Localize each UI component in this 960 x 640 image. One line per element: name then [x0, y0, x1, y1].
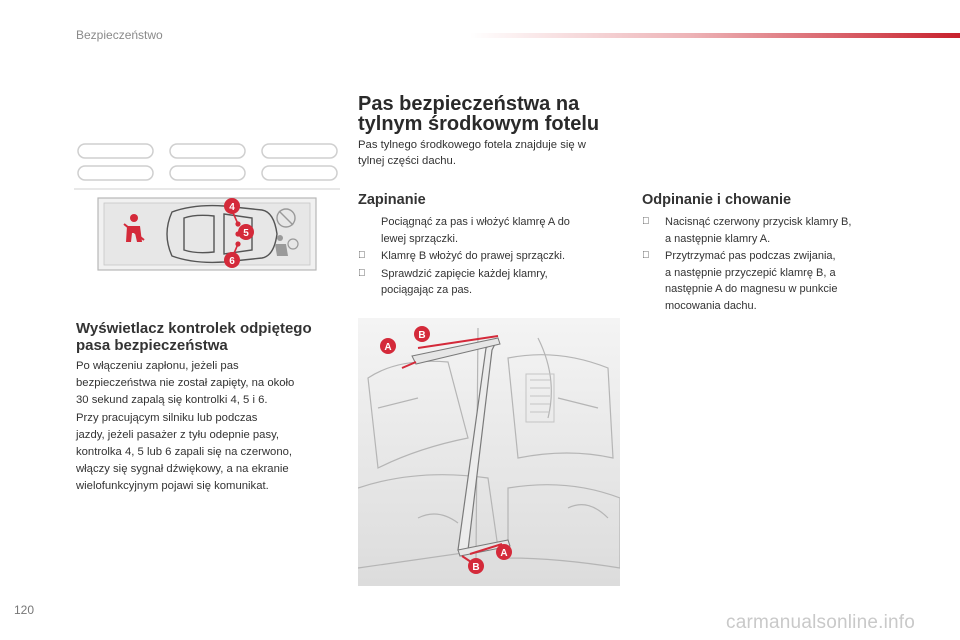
warning-display-paragraph — [76, 358, 338, 496]
heading-line: pasa bezpieczeństwa — [76, 337, 228, 354]
step-line: mocowania dachu. — [665, 299, 757, 312]
heading-line: Wyświetlacz kontrolek odpiętego — [76, 320, 312, 337]
step-line: Pociągnąć za pas i włożyć klamrę A do — [381, 216, 570, 228]
intro-line: Pas tylnego środkowego fotela znajduje się w — [358, 139, 586, 151]
title-line: tylnym środkowym fotelu — [358, 113, 600, 135]
fastening-steps — [358, 214, 620, 300]
callout-5-label: 5 — [243, 228, 249, 239]
list-item — [358, 266, 620, 299]
paragraph-line: Po włączeniu zapłonu, jeżeli pas — [76, 360, 239, 372]
paragraph-line: kontrolka 4, 5 lub 6 zapali się na czerwono, — [76, 446, 293, 459]
step-line: Nacisnąć czerwony przycisk klamry B, — [665, 216, 852, 228]
bullet-icon — [358, 248, 366, 265]
watermark: carmanualsonline.info — [726, 612, 916, 633]
label-a-bottom: A — [500, 548, 508, 559]
label-b-top: B — [418, 330, 426, 341]
step-line: następnie A do magnesu w punkcie — [665, 283, 838, 295]
paragraph-line: jazdy, jeżeli pasażer z tyłu odepnie pasy, — [76, 428, 280, 441]
header-accent-bar — [470, 33, 960, 38]
intro-line: tylnej części dachu. — [358, 155, 456, 167]
warning-display-heading — [76, 320, 346, 354]
step-line: a następnie przyczepić klamrę B, a — [665, 266, 836, 279]
bullet-icon — [358, 266, 366, 283]
list-item — [642, 214, 882, 247]
bullet-icon — [642, 248, 650, 265]
step-line: Klamrę B włożyć do prawej sprzączki. — [381, 250, 566, 262]
fastening-heading: Zapinanie — [358, 192, 426, 208]
list-item — [358, 214, 620, 247]
page-title — [358, 94, 658, 134]
title-line: Pas bezpieczeństwa na — [358, 93, 580, 115]
step-line: pociągając za pas. — [381, 284, 473, 296]
unfastening-heading: Odpinanie i chowanie — [642, 192, 792, 208]
intro-paragraph — [358, 137, 618, 169]
rear-seat-belt-illustration — [358, 318, 620, 586]
callout-4-label: 4 — [229, 202, 235, 213]
step-line: a następnie klamry A. — [665, 232, 771, 245]
paragraph-line: wielofunkcyjnym pojawi się komunikat. — [76, 480, 269, 493]
seatbelt-warning-panel-illustration — [74, 140, 340, 290]
list-item — [642, 248, 882, 314]
section-header: Bezpieczeństwo — [76, 28, 163, 42]
page-number: 120 — [14, 603, 35, 617]
label-a-top: A — [384, 342, 392, 353]
callout-6-label: 6 — [229, 256, 235, 267]
unfastening-steps — [642, 214, 882, 315]
bullet-icon — [642, 214, 650, 231]
paragraph-line: włączy się sygnał dźwiękowy, a na ekranie — [76, 463, 289, 476]
step-line: Przytrzymać pas podczas zwijania, — [665, 250, 836, 262]
paragraph-line: bezpieczeństwa nie został zapięty, na około — [76, 377, 295, 390]
step-line: Sprawdzić zapięcie każdej klamry, — [381, 267, 548, 280]
label-b-bottom: B — [472, 562, 480, 573]
list-item — [358, 248, 620, 265]
paragraph-line: Przy pracującym silniku lub podczas — [76, 411, 258, 424]
paragraph-line: 30 sekund zapalą się kontrolki 4, 5 i 6. — [76, 394, 268, 407]
step-line: lewej sprzączki. — [381, 232, 459, 245]
